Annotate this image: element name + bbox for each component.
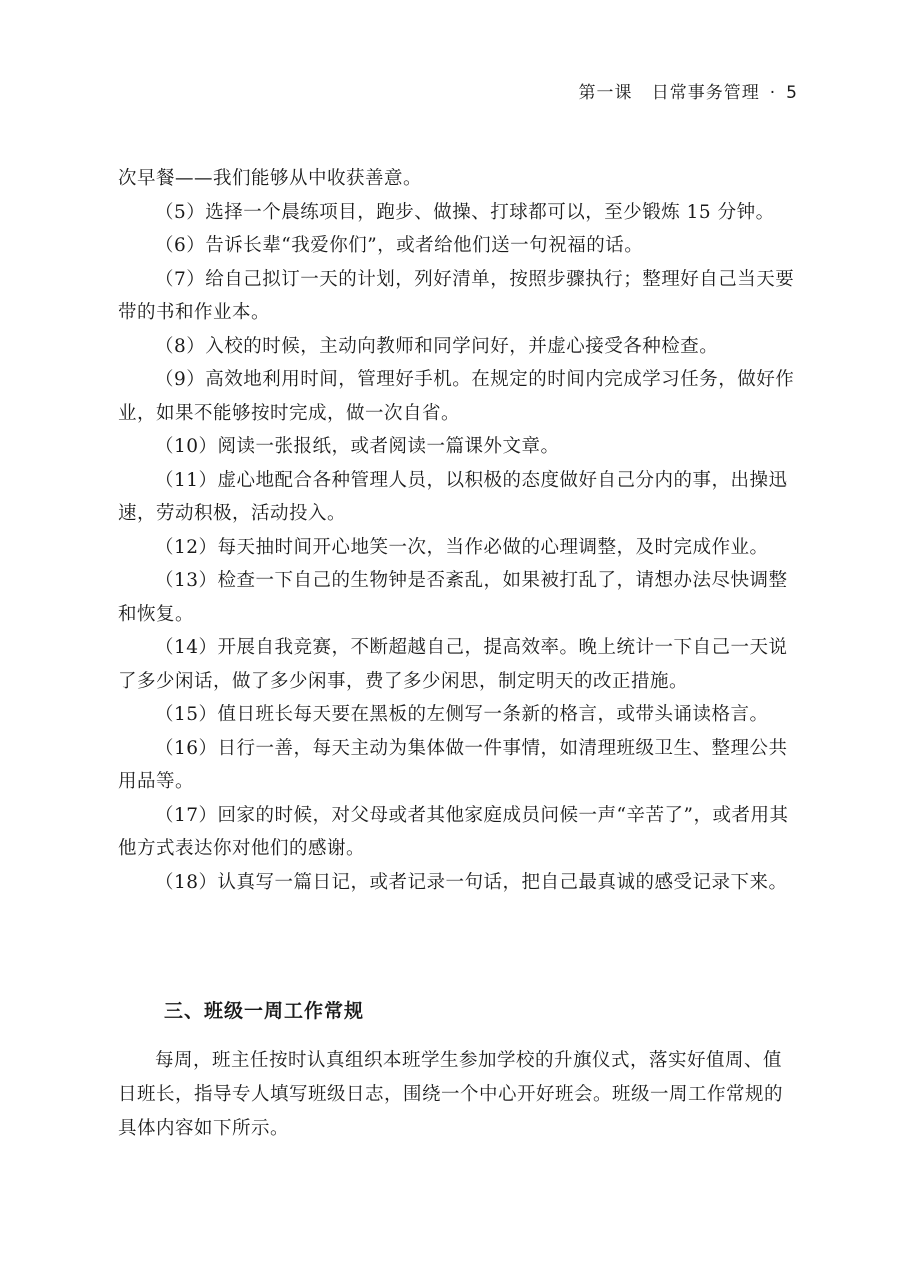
section-heading: 三、班级一周工作常规: [164, 1000, 365, 1022]
paragraph: （11）虚心地配合各种管理人员，以积极的态度做好自己分内的事，出操迅速，劳动积极，活动投入。: [118, 469, 788, 524]
lesson-label: 第一课: [578, 83, 633, 103]
header-separator: ·: [769, 83, 777, 103]
paragraph: （10）阅读一张报纸，或者阅读一篇课外文章。: [155, 436, 560, 457]
paragraph: （15）值日班长每天要在黑板的左侧写一条新的格言，或带头诵读格言。: [155, 704, 769, 725]
chapter-title: 日常事务管理: [651, 83, 760, 103]
paragraph: （18）认真写一篇日记，或者记录一句话，把自己最真诚的感受记录下来。: [155, 871, 788, 893]
paragraph: （7）给自己拟订一天的计划，列好清单，按照步骤执行；整理好自己当天要带的书和作业本。: [118, 268, 795, 323]
section-paragraph: 每周，班主任按时认真组织本班学生参加学校的升旗仪式，落实好值周、值日班长，指导专人填写班级日志，围绕一个中心开好班会。班级一周工作常规的具体内容如下所示。: [118, 1050, 784, 1139]
paragraph: 次早餐——我们能够从中收获善意。: [118, 168, 423, 189]
paragraph: （16）日行一善，每天主动为集体做一件事情，如清理班级卫生、整理公共用品等。: [118, 737, 788, 792]
paragraph: （8）入校的时候，主动向教师和同学问好，并虚心接受各种检查。: [155, 335, 719, 357]
running-header: [579, 78, 798, 103]
section-body: [118, 1044, 798, 1146]
paragraph: （17）回家的时候，对父母或者其他家庭成员问候一声“辛苦了”，或者用其他方式表达你对他们的感谢。: [118, 804, 789, 859]
page-number: 5: [786, 83, 798, 103]
paragraph: （14）开展自我竞赛，不断超越自己，提高效率。晚上统计一下自己一天说了多少闲话，做了多少闲事，费了多少闲思，制定明天的改正措施。: [118, 637, 788, 692]
paragraph: （5）选择一个晨练项目，跑步、做操、打球都可以，至少锻炼 15 分钟。: [155, 201, 775, 223]
paragraph: （6）告诉长辈“我爱你们”，或者给他们送一句祝福的话。: [155, 235, 644, 256]
body-text: [118, 162, 798, 899]
paragraph: （9）高效地利用时间，管理好手机。在规定的时间内完成学习任务，做好作业，如果不能够按时完成，做一次自省。: [118, 369, 795, 424]
paragraph: （12）每天抽时间开心地笑一次，当作必做的心理调整，及时完成作业。: [155, 536, 769, 558]
paragraph: （13）检查一下自己的生物钟是否紊乱，如果被打乱了，请想办法尽快调整和恢复。: [118, 570, 788, 625]
